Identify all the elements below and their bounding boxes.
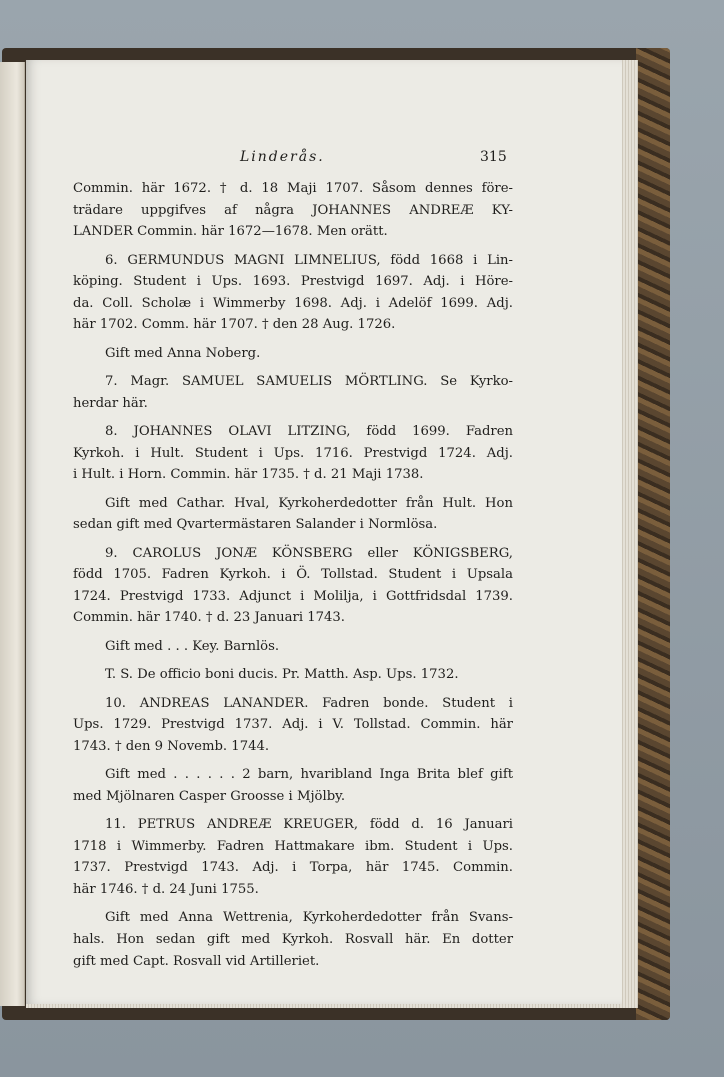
- text-line: 1718 i Wimmerby. Fadren Hattmakare ibm. Student i Ups.: [73, 838, 513, 854]
- text-line: sedan gift med Qvartermästaren Salander i Normlösa.: [73, 517, 438, 533]
- paragraph: [73, 664, 513, 686]
- text-line: trädare uppgifves af några JOHANNES ANDREÆ KY-: [73, 202, 513, 218]
- text-line: Kyrkoh. i Hult. Student i Ups. 1716. Prestvigd 1724. Adj.: [73, 445, 513, 461]
- text-line: Commin. här 1740. † d. 23 Januari 1743.: [73, 610, 345, 626]
- paragraph-gap: [73, 901, 513, 908]
- text-line: Gift med Anna Wettrenia, Kyrkoherdedotter från Svans-: [105, 910, 513, 926]
- text-line: här 1702. Comm. här 1707. † den 28 Aug. 1726.: [73, 317, 396, 333]
- text-line: 11. PETRUS ANDREÆ KREUGER, född d. 16 Januari: [105, 817, 513, 833]
- paragraph-gap: [73, 686, 513, 693]
- text-line: här 1746. † d. 24 Juni 1755.: [73, 881, 259, 897]
- paragraph: [73, 421, 513, 486]
- text-line: 6. GERMUNDUS MAGNI LIMNELIUS, född 1668 i Lin-: [105, 252, 513, 268]
- text-line: LANDER Commin. här 1672—1678. Men orätt.: [73, 224, 388, 240]
- text-line: 10. ANDREAS LANANDER. Fadren bonde. Student i: [105, 695, 513, 711]
- paragraph-gap: [73, 757, 513, 764]
- running-head: Linderås.: [240, 149, 325, 165]
- page-body-text: [73, 178, 513, 972]
- text-line: född 1705. Fadren Kyrkoh. i Ö. Tollstad. Student i Upsala: [73, 567, 513, 583]
- text-line: med Mjölnaren Casper Groosse i Mjölby.: [73, 788, 346, 804]
- paragraph-gap: [73, 336, 513, 343]
- text-line: T. S. De officio boni ducis. Pr. Matth. Asp. Ups. 1732.: [105, 667, 459, 683]
- paragraph-gap: [73, 486, 513, 493]
- paragraph: [73, 693, 513, 758]
- paragraph: [73, 543, 513, 629]
- text-line: Commin. här 1672. † d. 18 Maji 1707. Såsom dennes före-: [73, 181, 513, 196]
- text-line: Ups. 1729. Prestvigd 1737. Adj. i V. Tollstad. Commin. här: [73, 717, 513, 733]
- paragraph-gap: [73, 629, 513, 636]
- paragraph: [73, 636, 513, 658]
- paragraph: [73, 178, 513, 243]
- text-line: 7. Magr. SAMUEL SAMUELIS MÖRTLING. Se Kyrko-: [105, 374, 513, 390]
- text-line: da. Coll. Scholæ i Wimmerby 1698. Adj. i Adelöf 1699. Adj.: [73, 295, 513, 311]
- text-line: hals. Hon sedan gift med Kyrkoh. Rosvall här. En dotter: [73, 931, 513, 947]
- paragraph: [73, 343, 513, 365]
- paragraph: [73, 493, 513, 536]
- book-page: [26, 60, 622, 1004]
- paragraph-gap: [73, 414, 513, 421]
- text-line: 8. JOHANNES OLAVI LITZING, född 1699. Fadren: [105, 424, 513, 440]
- paragraph: [73, 764, 513, 807]
- paragraph: [73, 907, 513, 972]
- paragraph: [73, 814, 513, 900]
- paragraph: [73, 250, 513, 336]
- text-line: Gift med . . . Key. Barnlös.: [105, 638, 280, 654]
- text-line: Gift med Anna Noberg.: [105, 345, 261, 361]
- marbled-cover-edge: [636, 48, 670, 1020]
- text-line: 1743. † den 9 Novemb. 1744.: [73, 738, 270, 754]
- text-line: 9. CAROLUS JONÆ KÖNSBERG eller KÖNIGSBERG,: [105, 545, 513, 561]
- text-line: i Hult. i Horn. Commin. här 1735. † d. 21 Maji 1738.: [73, 467, 424, 483]
- page-header: [26, 149, 622, 171]
- left-page-edge: [0, 62, 25, 1006]
- text-line: gift med Capt. Rosvall vid Artilleriet.: [73, 953, 320, 969]
- text-line: 1724. Prestvigd 1733. Adjunct i Molilja, i Gottfridsdal 1739.: [73, 588, 513, 604]
- text-line: köping. Student i Ups. 1693. Prestvigd 1697. Adj. i Höre-: [73, 274, 513, 290]
- paragraph-gap: [73, 364, 513, 371]
- paragraph-gap: [73, 807, 513, 814]
- text-line: Gift med . . . . . . 2 barn, hvaribland Inga Brita blef gift: [105, 767, 513, 783]
- page-number: 315: [480, 149, 507, 165]
- paragraph: [73, 371, 513, 414]
- text-line: Gift med Cathar. Hval, Kyrkoherdedotter från Hult. Hon: [105, 495, 513, 511]
- text-line: herdar här.: [73, 395, 148, 411]
- paragraph-gap: [73, 536, 513, 543]
- paragraph-gap: [73, 243, 513, 250]
- text-line: 1737. Prestvigd 1743. Adj. i Torpa, här 1745. Commin.: [73, 860, 513, 876]
- paragraph-gap: [73, 657, 513, 664]
